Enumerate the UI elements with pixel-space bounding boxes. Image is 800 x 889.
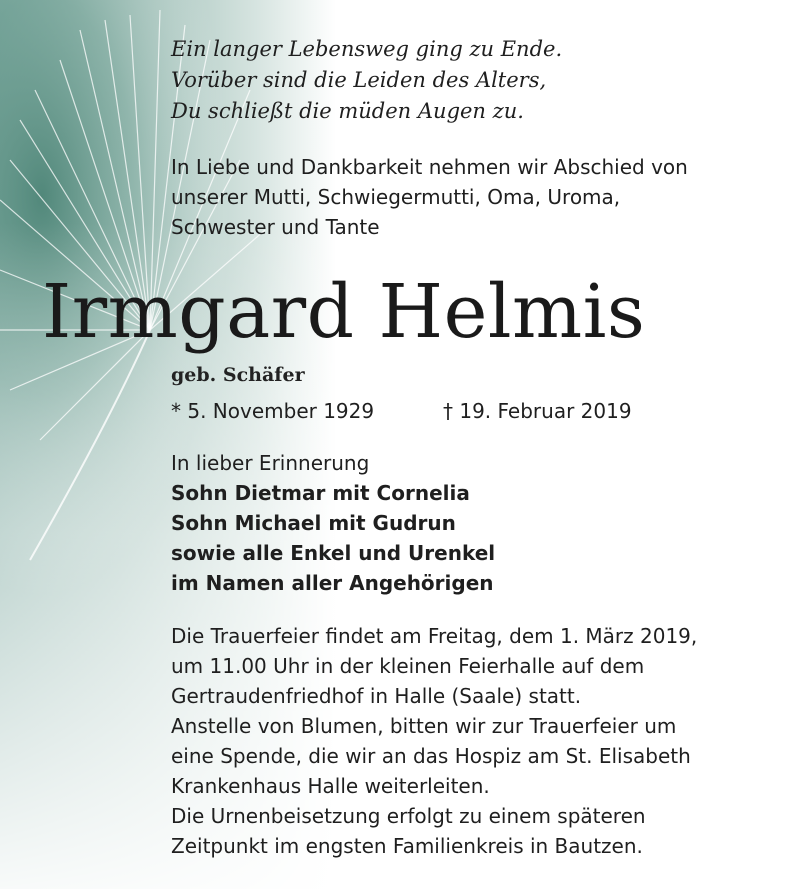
- memory-label: In lieber Erinnerung: [171, 451, 370, 475]
- service-line: Zeitpunkt im engsten Familienkreis in Bautzen.: [171, 834, 643, 858]
- mourner-line: sowie alle Enkel und Urenkel: [171, 541, 496, 565]
- poem-line: Vorüber sind die Leiden des Alters,: [171, 68, 547, 92]
- service-line: eine Spende, die wir an das Hospiz am St. Elisabeth: [171, 744, 691, 768]
- deceased-name: Irmgard Helmis: [42, 269, 646, 355]
- maiden-name: geb. Schäfer: [171, 364, 305, 386]
- service-line: Die Trauerfeier findet am Freitag, dem 1. März 2019,: [171, 624, 698, 648]
- intro-line: Schwester und Tante: [171, 215, 380, 239]
- farewell-intro: [171, 152, 771, 242]
- intro-line: In Liebe und Dankbarkeit nehmen wir Abschied von: [171, 155, 688, 179]
- death-date: † 19. Februar 2019: [443, 399, 632, 423]
- service-line: Gertraudenfriedhof in Halle (Saale) statt.: [171, 684, 582, 708]
- mourner-line: Sohn Dietmar mit Cornelia: [171, 481, 470, 505]
- poem-line: Ein langer Lebensweg ging zu Ende.: [171, 37, 563, 61]
- service-line: Anstelle von Blumen, bitten wir zur Trauerfeier um: [171, 714, 677, 738]
- life-dates: [171, 396, 771, 426]
- mourner-line: Sohn Michael mit Gudrun: [171, 511, 456, 535]
- service-line: Die Urnenbeisetzung erfolgt zu einem späteren: [171, 804, 646, 828]
- mourners-block: [171, 448, 771, 598]
- service-line: um 11.00 Uhr in der kleinen Feierhalle auf dem: [171, 654, 645, 678]
- birth-date: * 5. November 1929: [171, 399, 375, 423]
- mourner-line: im Namen aller Angehörigen: [171, 571, 494, 595]
- intro-line: unserer Mutti, Schwiegermutti, Oma, Uroma,: [171, 185, 621, 209]
- service-line: Krankenhaus Halle weiterleiten.: [171, 774, 490, 798]
- poem-verse: [171, 34, 562, 127]
- poem-line: Du schließt die müden Augen zu.: [171, 99, 524, 123]
- funeral-service-info: [171, 621, 781, 861]
